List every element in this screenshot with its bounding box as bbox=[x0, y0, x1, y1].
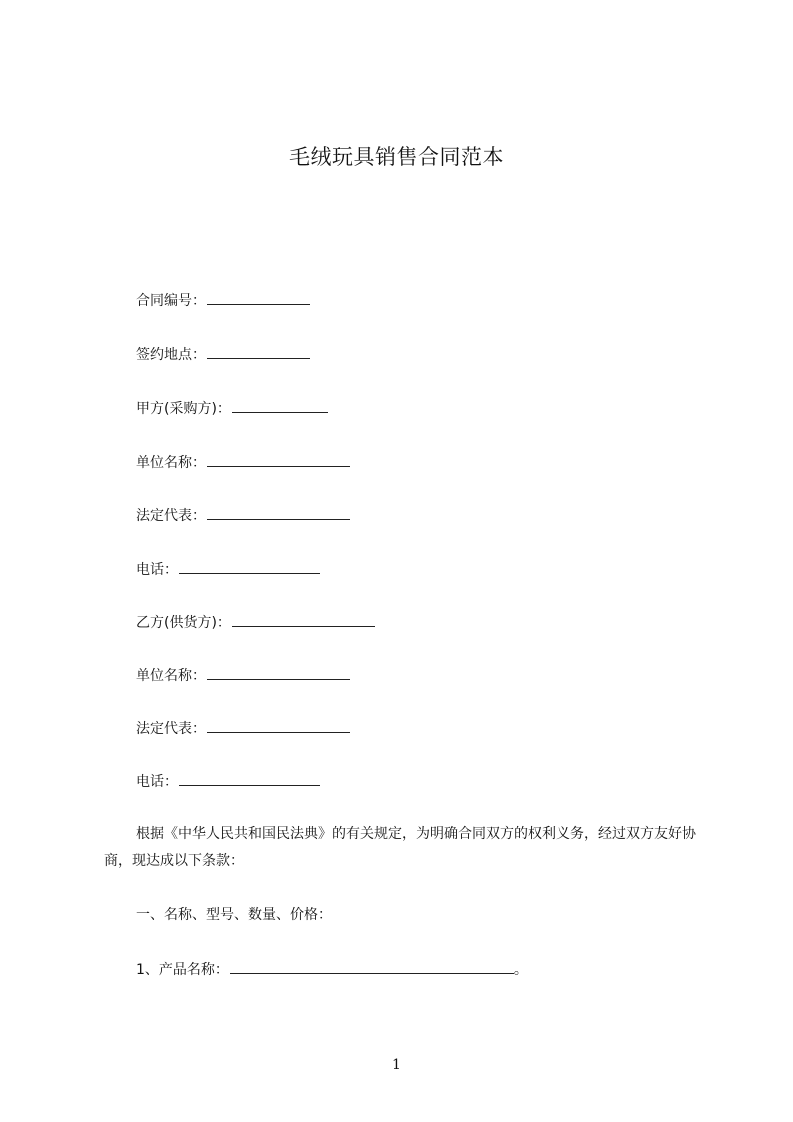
party-b-company-blank[interactable] bbox=[207, 665, 350, 680]
party-a-company-field bbox=[136, 452, 350, 473]
product-name-field bbox=[136, 959, 528, 980]
party-a-phone-label: 电话： bbox=[136, 562, 178, 578]
document-title: 毛绒玩具销售合同范本 bbox=[289, 145, 504, 169]
party-a-phone-blank[interactable] bbox=[179, 559, 320, 574]
party-b-blank[interactable] bbox=[232, 612, 375, 627]
party-a-phone-field bbox=[136, 559, 320, 580]
intro-paragraph-text: 根据《中华人民共和国民法典》的有关规定，为明确合同双方的权利义务，经过双方友好协商，现达成以下条款： bbox=[104, 826, 696, 869]
page-number: 1 bbox=[392, 1057, 401, 1073]
party-b-representative-field bbox=[136, 718, 350, 739]
contract-number-label: 合同编号： bbox=[136, 293, 206, 309]
party-b-phone-blank[interactable] bbox=[179, 771, 320, 786]
signing-place-field bbox=[136, 344, 310, 365]
party-b-company-field bbox=[136, 665, 350, 686]
intro-paragraph bbox=[104, 821, 704, 875]
party-b-field bbox=[136, 612, 375, 633]
section-1-heading: 一、名称、型号、数量、价格： bbox=[136, 907, 332, 923]
contract-number-field bbox=[136, 290, 310, 311]
party-a-blank[interactable] bbox=[232, 398, 328, 413]
party-a-label: 甲方(采购方)： bbox=[136, 401, 231, 417]
product-name-suffix: 。 bbox=[513, 962, 528, 978]
contract-number-blank[interactable] bbox=[207, 290, 310, 305]
party-a-representative-label: 法定代表： bbox=[136, 508, 206, 524]
party-a-representative-field bbox=[136, 505, 350, 526]
signing-place-blank[interactable] bbox=[207, 344, 310, 359]
party-a-company-blank[interactable] bbox=[207, 452, 350, 467]
party-a-representative-blank[interactable] bbox=[207, 505, 350, 520]
party-b-representative-blank[interactable] bbox=[207, 718, 350, 733]
party-a-field bbox=[136, 398, 328, 419]
party-b-representative-label: 法定代表： bbox=[136, 721, 206, 737]
party-b-phone-label: 电话： bbox=[136, 774, 178, 790]
product-name-label: 1、产品名称： bbox=[136, 962, 229, 978]
party-a-company-label: 单位名称： bbox=[136, 455, 206, 471]
party-b-company-label: 单位名称： bbox=[136, 668, 206, 684]
signing-place-label: 签约地点： bbox=[136, 347, 206, 363]
party-b-phone-field bbox=[136, 771, 320, 792]
product-name-blank[interactable] bbox=[230, 959, 514, 974]
party-b-label: 乙方(供货方)： bbox=[136, 615, 231, 631]
